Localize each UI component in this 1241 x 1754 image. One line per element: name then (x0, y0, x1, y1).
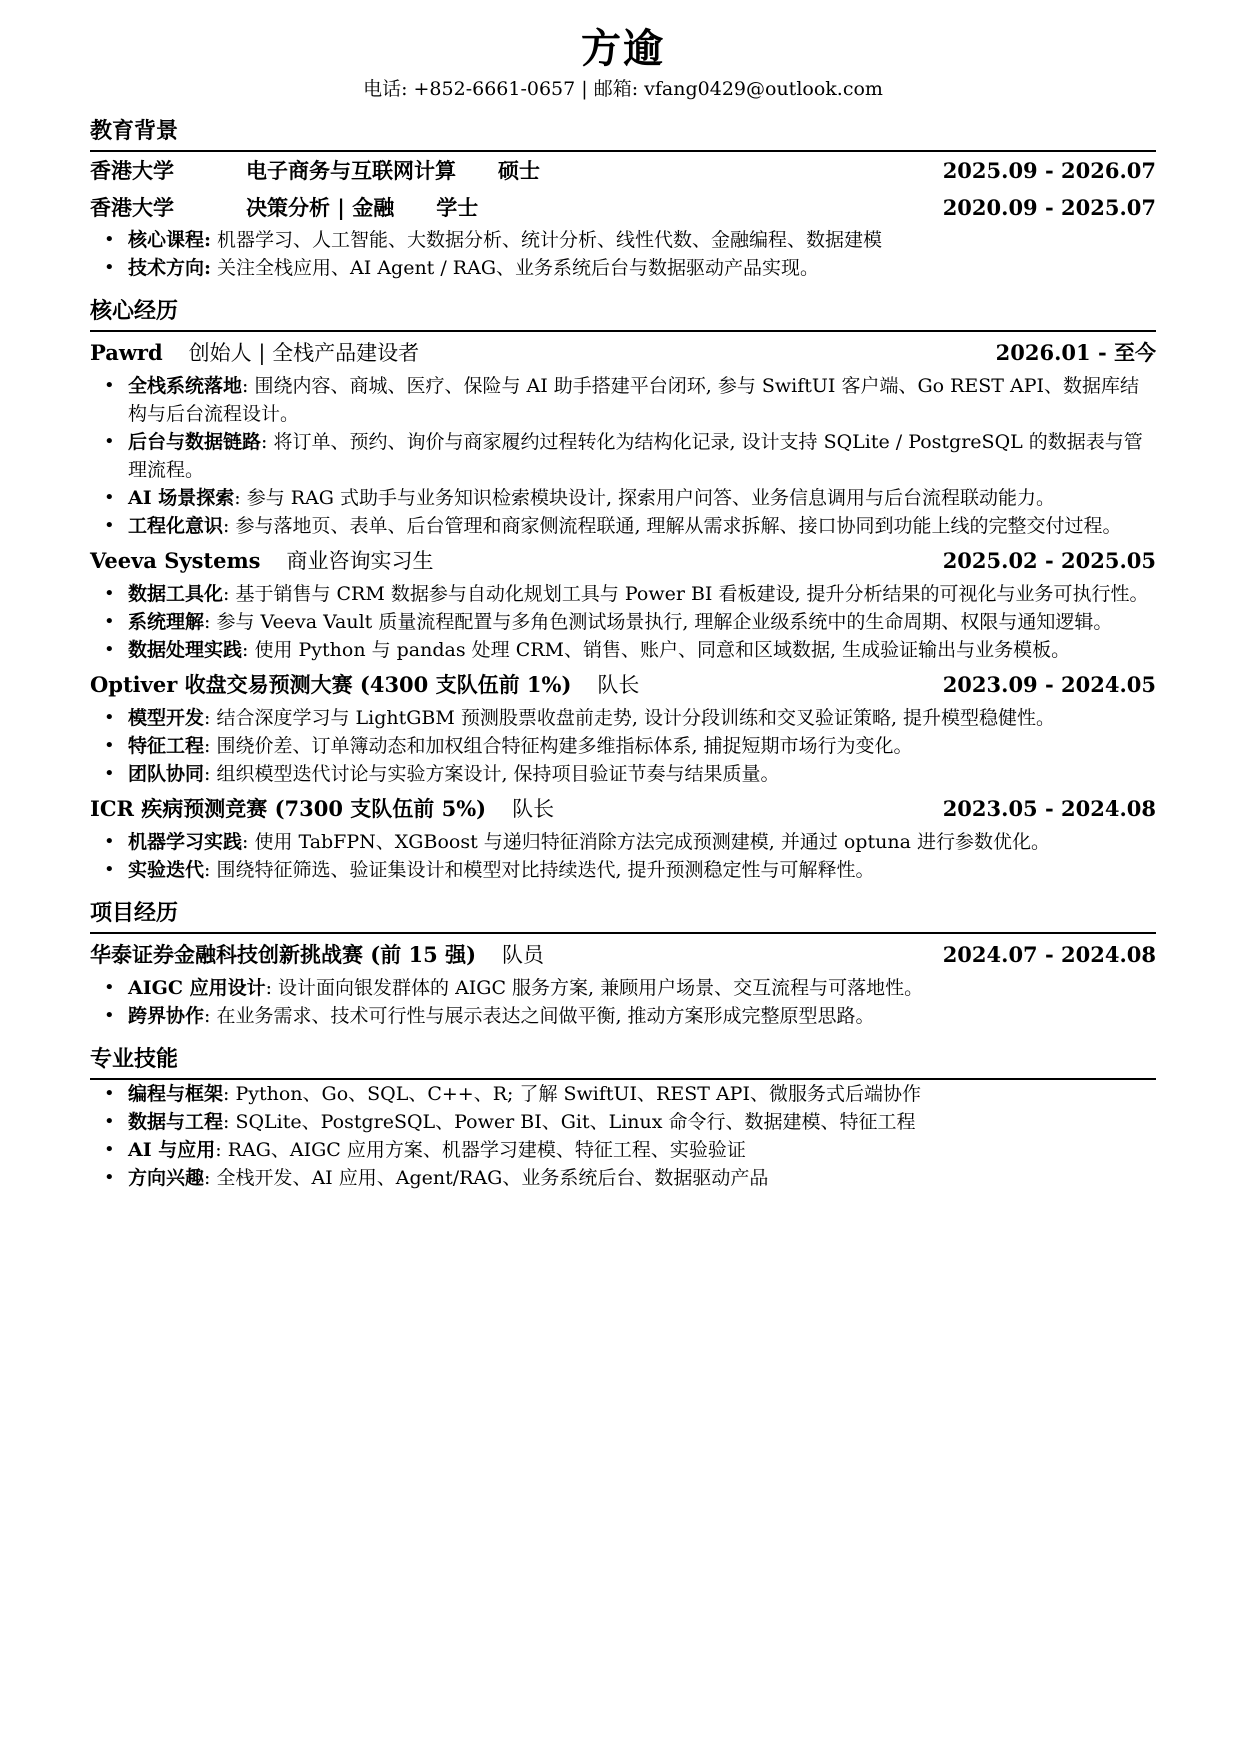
bullet-label: AI 场景探索 (128, 487, 235, 509)
bullet-label: AIGC 应用设计 (128, 977, 266, 999)
section-title-education: 教育背景 (90, 114, 1156, 152)
bullet-item (90, 636, 1156, 664)
education-degree: 硕士 (498, 158, 540, 183)
entry-bullets (90, 372, 1156, 540)
bullet-item (90, 484, 1156, 512)
entry-date: 2023.05 - 2024.08 (942, 796, 1156, 821)
bullet-label: 团队协同 (128, 763, 205, 785)
bullet-item (90, 1002, 1156, 1030)
education-major: 电子商务与互联网计算 (246, 158, 456, 183)
bullet-item (90, 1108, 1156, 1136)
bullet-item (90, 856, 1156, 884)
bullet-text: : 参与 RAG 式助手与业务知识检索模块设计, 探索用户问答、业务信息调用与后台流程联动能力。 (234, 487, 1056, 509)
bullet-label: AI 与应用 (128, 1139, 216, 1161)
entry-title: ICR 疾病预测竞赛 (7300 支队伍前 5%) (90, 796, 487, 821)
bullet-item (90, 974, 1156, 1002)
bullet-text: : RAG、AIGC 应用方案、机器学习建模、特征工程、实验验证 (215, 1139, 746, 1161)
bullet-label: 技术方向: (128, 257, 212, 279)
entry-bullets (90, 704, 1156, 788)
section-title-experience: 核心经历 (90, 294, 1156, 332)
experience-entry-header (90, 542, 1156, 580)
bullet-text: : 组织模型迭代讨论与实验方案设计, 保持项目验证节奏与结果质量。 (204, 763, 780, 785)
contact-info: 电话: +852-6661-0657 | 邮箱: vfang0429@outlook.com (363, 78, 883, 100)
bullet-label: 方向兴趣 (128, 1167, 205, 1189)
bullet-label: 机器学习实践 (128, 831, 243, 853)
entry-role: 队员 (502, 943, 545, 967)
bullet-item (90, 580, 1156, 608)
bullet-text: : 围绕内容、商城、医疗、保险与 AI 助手搭建平台闭环, 参与 SwiftUI 客户端、Go REST API、数据库结构与后台流程设计。 (128, 375, 1140, 425)
bullet-item (90, 512, 1156, 540)
section-title-skills: 专业技能 (90, 1042, 1156, 1080)
bullet-label: 工程化意识 (128, 515, 224, 537)
entry-role: 队长 (512, 797, 555, 821)
bullet-item (90, 760, 1156, 788)
section-title-projects: 项目经历 (90, 896, 1156, 934)
entry-bullets (90, 828, 1156, 884)
bullet-label: 后台与数据链路 (128, 431, 262, 453)
entry-title: Veeva Systems (90, 548, 261, 573)
entry-role: 创始人 | 全栈产品建设者 (188, 341, 420, 365)
bullet-text: : 围绕价差、订单簿动态和加权组合特征构建多维指标体系, 捕捉短期市场行为变化。 (204, 735, 913, 757)
education-row (90, 152, 1156, 189)
entry-bullets (90, 974, 1156, 1030)
bullet-item (90, 372, 1156, 428)
entry-date: 2024.07 - 2024.08 (942, 942, 1156, 967)
bullet-label: 数据处理实践 (128, 639, 243, 661)
bullet-item (90, 704, 1156, 732)
entry-title: 华泰证券金融科技创新挑战赛 (前 15 强) (90, 942, 477, 967)
bullet-item (90, 1080, 1156, 1108)
education-date: 2020.09 - 2025.07 (942, 195, 1156, 220)
entry-role: 队长 (597, 673, 640, 697)
education-date: 2025.09 - 2026.07 (942, 158, 1156, 183)
bullet-text: : 基于销售与 CRM 数据参与自动化规划工具与 Power BI 看板建设, 提升分析结果的可视化与业务可执行性。 (223, 583, 1149, 605)
bullet-label: 实验迭代 (128, 859, 205, 881)
experience-entry-header (90, 334, 1156, 372)
entry-date: 2023.09 - 2024.05 (942, 672, 1156, 697)
education-bullets (90, 226, 1156, 282)
bullet-label: 核心课程: (128, 229, 212, 251)
education-school: 香港大学 (90, 158, 174, 183)
bullet-label: 数据工具化 (128, 583, 224, 605)
bullet-text: : 将订单、预约、询价与商家履约过程转化为结构化记录, 设计支持 SQLite / PostgreSQL 的数据表与管理流程。 (128, 431, 1143, 481)
bullet-text: : 设计面向银发群体的 AIGC 服务方案, 兼顾用户场景、交互流程与可落地性。 (265, 977, 924, 999)
bullet-label: 特征工程 (128, 735, 205, 757)
bullet-label: 编程与框架 (128, 1083, 224, 1105)
bullet-text: : SQLite、PostgreSQL、Power BI、Git、Linux 命令行、数据建模、特征工程 (223, 1111, 916, 1133)
bullet-text: : 参与落地页、表单、后台管理和商家侧流程联通, 理解从需求拆解、接口协同到功能上线的完整交付过程。 (223, 515, 1122, 537)
bullet-text: : 使用 Python 与 pandas 处理 CRM、销售、账户、同意和区域数据, 生成验证输出与业务模板。 (242, 639, 1071, 661)
bullet-text: 机器学习、人工智能、大数据分析、统计分析、线性代数、金融编程、数据建模 (211, 229, 883, 251)
entry-date: 2026.01 - 至今 (995, 340, 1156, 365)
education-school: 香港大学 (90, 195, 174, 220)
bullet-item (90, 828, 1156, 856)
bullet-text: : 在业务需求、技术可行性与展示表达之间做平衡, 推动方案形成完整原型思路。 (204, 1005, 875, 1027)
bullet-text: : Python、Go、SQL、C++、R; 了解 SwiftUI、REST API、微服务式后端协作 (223, 1083, 921, 1105)
bullet-text: 关注全栈应用、AI Agent / RAG、业务系统后台与数据驱动产品实现。 (211, 257, 820, 279)
bullet-item (90, 732, 1156, 760)
bullet-item (90, 608, 1156, 636)
resume-page (90, 0, 1156, 1192)
bullet-label: 数据与工程 (128, 1111, 224, 1133)
bullet-item (90, 254, 1156, 282)
education-major: 决策分析 | 金融 (246, 195, 395, 220)
bullet-label: 全栈系统落地 (128, 375, 243, 397)
bullet-label: 跨界协作 (128, 1005, 205, 1027)
education-degree: 学士 (436, 195, 479, 220)
entry-title: Optiver 收盘交易预测大赛 (4300 支队伍前 1%) (90, 672, 572, 697)
bullet-item (90, 428, 1156, 484)
bullet-label: 模型开发 (128, 707, 205, 729)
entry-title: Pawrd (90, 340, 163, 365)
bullet-text: : 全栈开发、AI 应用、Agent/RAG、业务系统后台、数据驱动产品 (204, 1167, 769, 1189)
entry-bullets (90, 580, 1156, 664)
entry-role: 商业咨询实习生 (286, 549, 434, 573)
entry-date: 2025.02 - 2025.05 (942, 548, 1156, 573)
bullet-text: : 结合深度学习与 LightGBM 预测股票收盘前走势, 设计分段训练和交叉验证策略, 提升模型稳健性。 (204, 707, 1056, 729)
experience-entry-header (90, 790, 1156, 828)
bullet-text: : 围绕特征筛选、验证集设计和模型对比持续迭代, 提升预测稳定性与可解释性。 (204, 859, 875, 881)
bullet-label: 系统理解 (128, 611, 205, 633)
candidate-name: 方逾 (581, 25, 665, 72)
bullet-item (90, 226, 1156, 254)
experience-entry-header (90, 666, 1156, 704)
bullet-text: : 参与 Veeva Vault 质量流程配置与多角色测试场景执行, 理解企业级系统中的生命周期、权限与通知逻辑。 (204, 611, 1113, 633)
bullet-item (90, 1136, 1156, 1164)
bullet-text: : 使用 TabFPN、XGBoost 与递归特征消除方法完成预测建模, 并通过 optuna 进行参数优化。 (242, 831, 1050, 853)
education-row (90, 189, 1156, 226)
bullet-item (90, 1164, 1156, 1192)
skills-bullets (90, 1080, 1156, 1192)
project-entry-header (90, 936, 1156, 974)
